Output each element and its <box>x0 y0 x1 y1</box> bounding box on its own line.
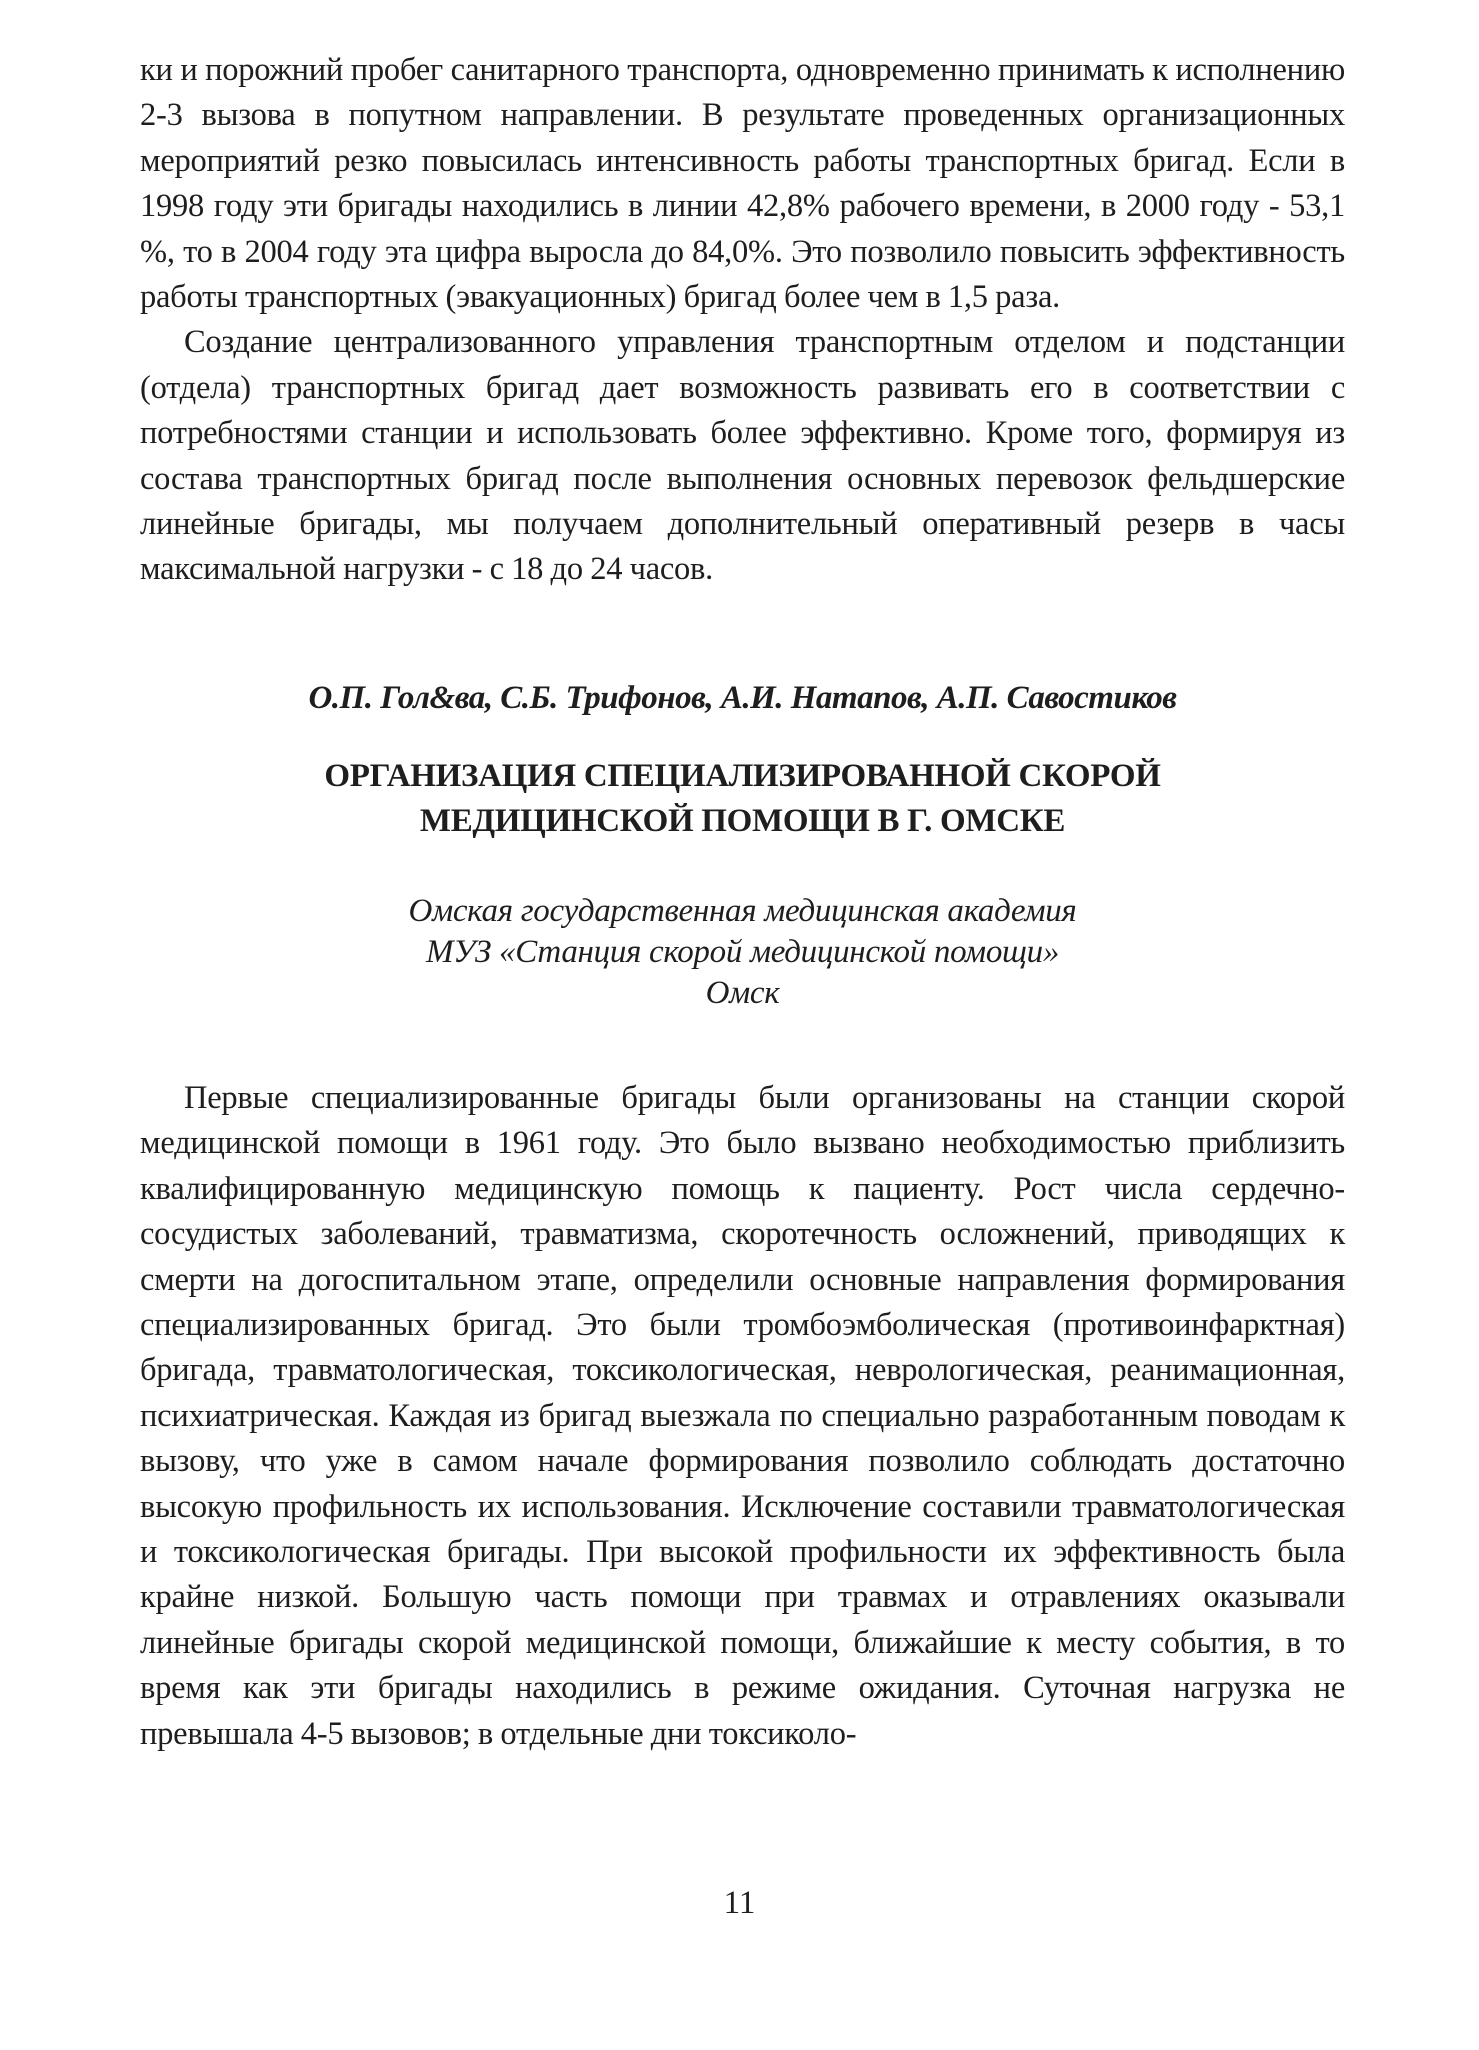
article-title-line-1: ОРГАНИЗАЦИЯ СПЕЦИАЛИЗИРОВАННОЙ СКОРОЙ <box>324 757 1161 794</box>
page-number: 11 <box>723 1885 756 1921</box>
page-content <box>140 48 1345 1757</box>
paragraph-transport-results: ки и порожний пробег санитарного транспорта, одновременно принимать к исполнению 2-3 вызова в попутном направлении. В результате проведенных организационных мероприятий резко повысилась интенсивность работы транспортных бригад. Если в 1998 году эти бригады находились в линии 42,8% рабочего времени, в 2000 году - 53,1 %, то в 2004 году эта цифра выросла до 84,0%. Это позволило повысить эффективность работы транспортных (эвакуационных) бригад более чем в 1,5 раза. <box>140 52 1345 316</box>
paragraph-centralized-management: Создание централизованного управления транспортным отделом и подстанции (отдела) транспортных бригад дает возможность развивать его в соответствии с потребностями станции и использовать более эффективно. Кроме того, формируя из состава транспортных бригад после выполнения основных перевозок фельдшерские линейные бригады, мы получаем дополнительный оперативный резерв в часы максимальной нагрузки - с 18 до 24 часов. <box>140 324 1345 588</box>
article-authors: О.П. Гол&ва, С.Б. Трифонов, А.И. Натапов, А.П. Савостиков <box>308 679 1177 716</box>
affiliation-city: Омск <box>705 974 780 1011</box>
article-body-paragraph: Первые специализированные бригады были организованы на станции скорой медицинской помощи в 1961 году. Это было вызвано необходимостью приблизить квалифицированную медицинскую помощь к пациенту. Рост числа сердечно-сосудистых заболеваний, травматизма, скоротечность осложнений, приводящих к смерти на догоспитальном этапе, определили основные направления формирования специализированных бригад. Это были тромбоэмболическая (противоинфарктная) бригада, травматологическая, токсикологическая, неврологическая, реанимационная, психиатрическая. Каждая из бригад выезжала по специально разработанным поводам к вызову, что уже в самом начале формирования позволило соблюдать достаточно высокую профильность их использования. Исключение составили травматологическая и токсикологическая бригады. При высокой профильности их эффективность была крайне низкой. Большую часть помощи при травмах и отравлениях оказывали линейные бригады скорой медицинской помощи, ближайшие к месту события, в то время как эти бригады находились в режиме ожидания. Суточная нагрузка не превышала 4-5 вызовов; в отдельные дни токсиколо- <box>140 1079 1345 1752</box>
article-affiliation <box>140 891 1345 1014</box>
affiliation-line-1: Омская государственная медицинская академия <box>408 892 1077 929</box>
affiliation-line-2: МУЗ «Станция скорой медицинской помощи» <box>425 933 1060 970</box>
article-title <box>140 754 1345 844</box>
article-title-line-2: МЕДИЦИНСКОЙ ПОМОЩИ В Г. ОМСКЕ <box>419 802 1066 839</box>
